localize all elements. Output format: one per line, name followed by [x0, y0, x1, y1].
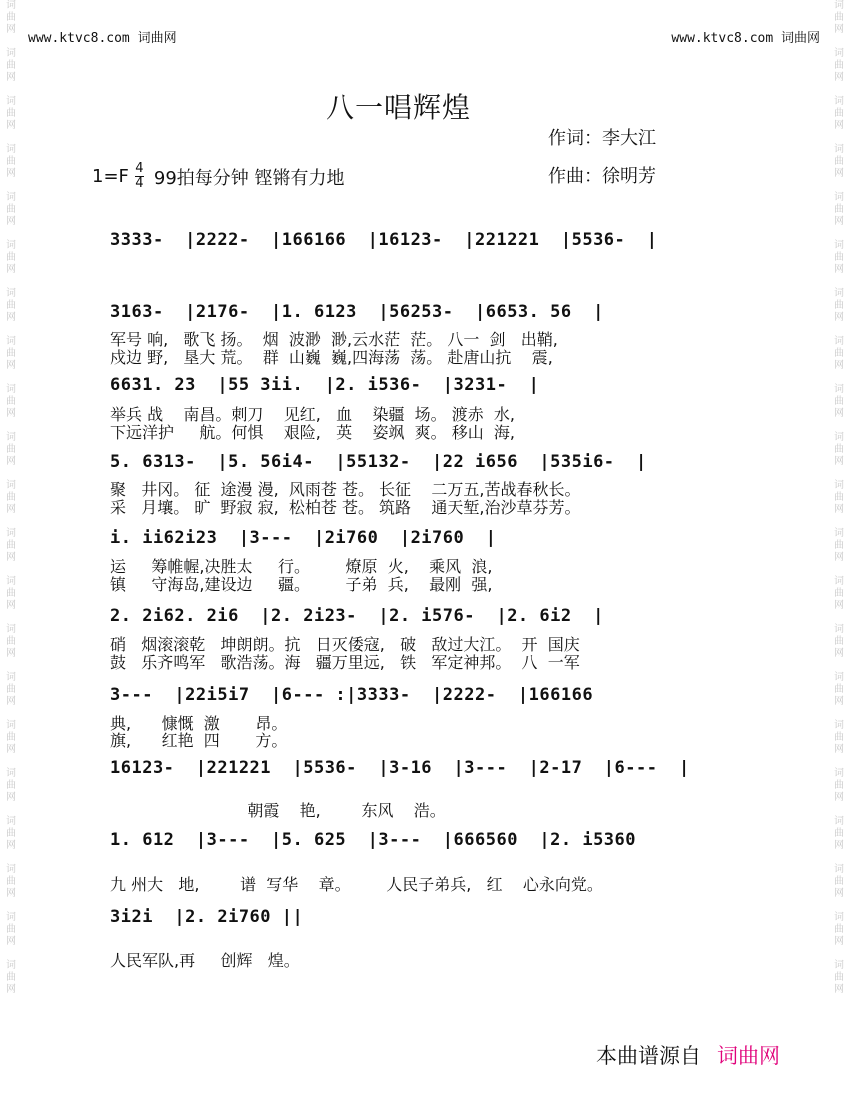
watermark-right: 词 曲 网 词 曲 网 词 曲 网 词 曲 网 词 曲 网 词 曲 网 词 曲 网 词 曲 网 词 曲 网 词 曲 网 词 曲 网 词 曲 网 词 曲 网 词 曲 网 词 曲 网 词 曲 网 词 曲 网 词 曲 网 词 曲 网 词 曲 网 词 曲 网 [834, 0, 844, 995]
score-line-8: 16123- |221221 |5536- |3-16 |3--- |2-17 |6--- | [110, 758, 690, 778]
time-signature-bottom: 4 [135, 176, 144, 191]
lyrics-line-4a: 聚 井冈。 征 途漫 漫, 风雨苍 苍。 长征 二万五,苦战春秋长。 [110, 480, 581, 499]
lyrics-line-5b: 镇 守海岛,建设边 疆。 子弟 兵, 最刚 强, [110, 575, 493, 594]
tempo-text: 99拍每分钟 铿锵有力地 [153, 167, 345, 189]
score-line-4: 5. 6313- |5. 56i4- |55132- |22 i656 |535i6- | [110, 452, 647, 472]
tempo-marking [92, 162, 345, 191]
site-url-left[interactable]: www.ktvc8.com 词曲网 [28, 31, 177, 46]
lyrics-line-6a: 硝 烟滚滚乾 坤朗朗。抗 日灭倭寇, 破 敌过大江。 开 国庆 [110, 635, 580, 654]
score-line-7: 3--- |22i5i7 |6--- :|3333- |2222- |166166 [110, 685, 594, 705]
score-line-5: i. ii62i23 |3--- |2i760 |2i760 | [110, 528, 497, 548]
key-signature: 1=F [92, 166, 129, 187]
time-signature-top: 4 [135, 161, 144, 176]
lyrics-line-3a: 举兵 战 南昌。刺刀 见红, 血 染疆 场。 渡赤 水, [110, 405, 515, 424]
lyrics-line-5a: 运 筹帷幄,决胜太 行。 燎原 火, 乘风 浪, [110, 557, 493, 576]
score-line-10: 3i2i |2. 2i760 || [110, 907, 304, 927]
watermark-left: 词 曲 网 词 曲 网 词 曲 网 词 曲 网 词 曲 网 词 曲 网 词 曲 网 词 曲 网 词 曲 网 词 曲 网 词 曲 网 词 曲 网 词 曲 网 词 曲 网 词 曲 网 词 曲 网 词 曲 网 词 曲 网 词 曲 网 词 曲 网 词 曲 网 [6, 0, 16, 995]
footer-source-text: 本曲谱源自 [596, 1044, 701, 1068]
lyrics-line-8: 朝霞 艳, 东风 浩。 [110, 801, 446, 820]
score-line-2: 3163- |2176- |1. 6123 |56253- |6653. 56 | [110, 302, 604, 322]
lyrics-line-2b: 戍边 野, 垦大 荒。 群 山巍 巍,四海荡 荡。 赴唐山抗 震, [110, 348, 553, 367]
composer-credit: 作曲：徐明芳 [548, 166, 656, 187]
lyrics-line-10: 人民军队,再 创辉 煌。 [110, 951, 300, 970]
lyricist-credit: 作词：李大江 [548, 128, 656, 149]
score-line-9: 1. 612 |3--- |5. 625 |3--- |666560 |2. i5360 [110, 830, 637, 850]
lyrics-line-7a: 典, 慷慨 激 昂。 [110, 714, 288, 733]
lyrics-line-7b: 旗, 红艳 四 方。 [110, 731, 288, 750]
time-signature [135, 162, 144, 191]
lyrics-line-2a: 军号 响, 歌飞 扬。 烟 波渺 渺,云水茫 茫。 八一 剑 出鞘, [110, 330, 558, 349]
lyrics-line-6b: 鼓 乐齐鸣军 歌浩荡。海 疆万里远, 铁 军定神邦。 八 一军 [110, 653, 580, 672]
lyrics-line-9: 九 州大 地, 谱 写华 章。 人民子弟兵, 红 心永向党。 [110, 875, 603, 894]
score-line-6: 2. 2i62. 2i6 |2. 2i23- |2. i576- |2. 6i2 | [110, 606, 604, 626]
song-title: 八一唱辉煌 [326, 91, 472, 124]
score-line-3: 6631. 23 |55 3ii. |2. i536- |3231- | [110, 375, 540, 395]
footer-brand-link[interactable]: 词曲网 [717, 1044, 780, 1068]
lyrics-line-4b: 采 月壤。 旷 野寂 寂, 松柏苍 苍。 筑路 通天堑,治沙草芬芳。 [110, 498, 581, 517]
site-url-right[interactable]: www.ktvc8.com 词曲网 [671, 31, 820, 46]
lyrics-line-3b: 下远洋护 航。何惧 艰险, 英 姿飒 爽。 移山 海, [110, 423, 515, 442]
footer-source [596, 1040, 780, 1070]
score-line-1: 3333- |2222- |166166 |16123- |221221 |5536- | [110, 230, 658, 250]
